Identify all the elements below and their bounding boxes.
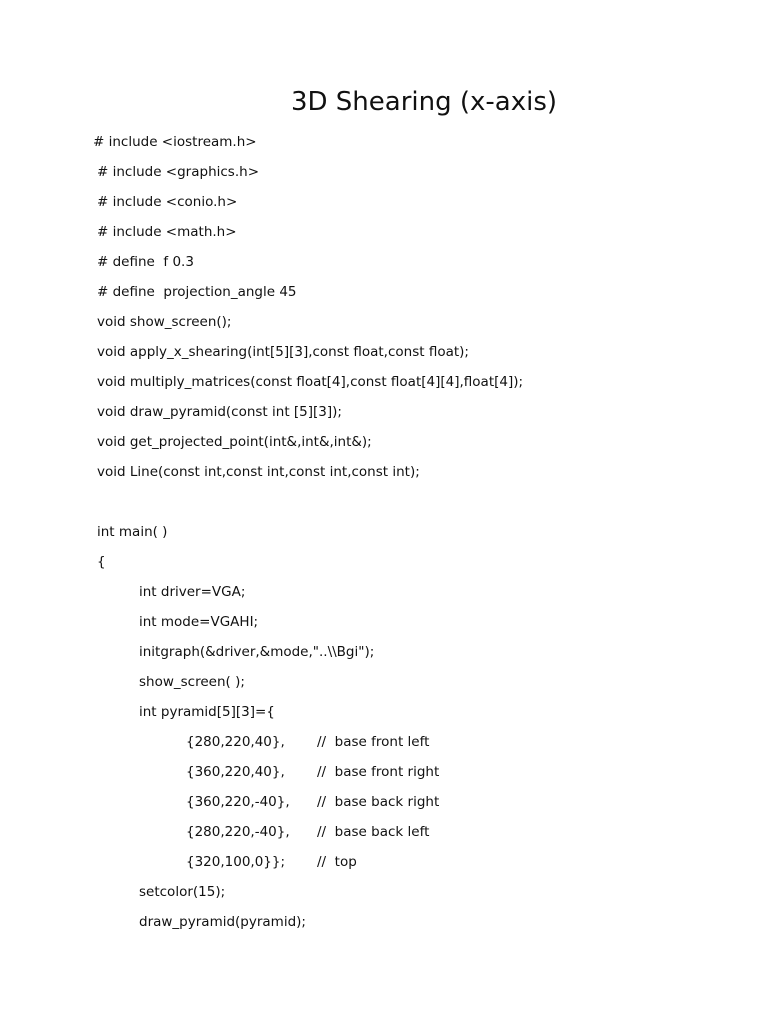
code-line-pyramid-row: {320,100,0}}; — [186, 854, 286, 870]
code-line-define-projection-angle: # define projection_angle 45 — [97, 284, 297, 300]
code-line-define-f: # define f 0.3 — [97, 254, 194, 270]
code-line-pyramid-row: {360,220,-40}, — [186, 794, 290, 810]
code-comment: // base front right — [317, 764, 440, 780]
code-line-initgraph: initgraph(&driver,&mode,"..\\Bgi"); — [139, 644, 375, 660]
code-line-decl-multiply-matrices: void multiply_matrices(const float[4],const float[4][4],float[4]); — [97, 374, 524, 390]
code-line-pyramid-row: {280,220,40}, — [186, 734, 285, 750]
code-comment: // base front left — [317, 734, 430, 750]
code-line-mode: int mode=VGAHI; — [139, 614, 259, 630]
code-line-draw-pyramid-call: draw_pyramid(pyramid); — [139, 914, 306, 930]
code-comment: // base back right — [317, 794, 440, 810]
code-line-driver: int driver=VGA; — [139, 584, 246, 600]
code-comment: // base back left — [317, 824, 430, 840]
code-line-open-brace: { — [97, 554, 106, 570]
code-line-decl-apply-x-shearing: void apply_x_shearing(int[5][3],const float,const float); — [97, 344, 469, 360]
code-comment: // top — [317, 854, 357, 870]
code-line-decl-get-projected-point: void get_projected_point(int&,int&,int&); — [97, 434, 372, 450]
code-line-setcolor: setcolor(15); — [139, 884, 226, 900]
code-line-main-signature: int main( ) — [97, 524, 168, 540]
code-line-show-screen-call: show_screen( ); — [139, 674, 245, 690]
code-line-pyramid-decl: int pyramid[5][3]={ — [139, 704, 275, 720]
code-line-decl-show-screen: void show_screen(); — [97, 314, 232, 330]
code-line-pyramid-row: {280,220,-40}, — [186, 824, 290, 840]
code-line-pyramid-row: {360,220,40}, — [186, 764, 285, 780]
code-line-include-math: # include <math.h> — [97, 224, 237, 240]
code-line-decl-line: void Line(const int,const int,const int,const int); — [97, 464, 420, 480]
code-line-include-iostream: # include <iostream.h> — [93, 134, 257, 150]
page-title: 3D Shearing (x-axis) — [290, 87, 558, 117]
code-line-include-graphics: # include <graphics.h> — [97, 164, 259, 180]
code-line-include-conio: # include <conio.h> — [97, 194, 238, 210]
code-line-decl-draw-pyramid: void draw_pyramid(const int [5][3]); — [97, 404, 342, 420]
